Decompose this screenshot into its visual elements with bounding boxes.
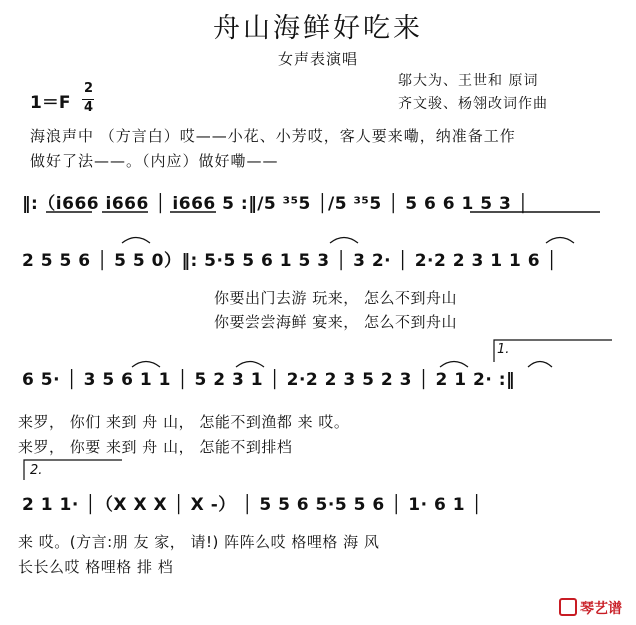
lyric-line: 你要出门去游 玩来， 怎么不到舟山 [214,289,458,307]
logo-text: 琴艺谱 [580,601,622,617]
song-title: 舟山海鲜好吃来 [213,13,423,44]
publisher-logo [559,598,622,618]
slur-mark [546,238,574,244]
lyric-line: 来罗， 你们 来到 舟 山， 怎能不到渔都 来 哎。 [18,413,350,431]
song-subtitle: 女声表演唱 [277,50,358,68]
lyric-line: 长长么哎 格哩格 排 档 [18,558,174,576]
slur-mark [132,362,160,368]
credit-composers: 齐文骏、杨翎改词作曲 [398,96,548,112]
volta-2-label: 2. [30,463,43,478]
key-signature: 1＝F [30,93,71,113]
intro-text-line: 做好了法——。（内应）做好嘞—— [30,152,279,170]
lyric-line: 你要尝尝海鲜 宴来， 怎么不到舟山 [214,313,458,331]
logo-icon [559,598,577,616]
slur-mark [330,238,358,244]
notation-line: 2 1 1· │（X X X │ X -） │ 5 5 6 5·5 5 6 │ 1· 6 1 │ [22,495,483,515]
slur-mark [122,238,150,244]
notation-line: 6 5· │ 3 5 6 1 1 │ 5 2 3 1 │ 2·2 2 3 5 2 3 │ 2 1 2· :‖ [22,370,516,390]
notation-line: ‖:（i666 i666 │ i666 5 :‖/5 ³⁵5 │/5 ³⁵5 │ 5 6 6 1 5 3 │ [22,194,529,214]
volta-1-label: 1. [497,342,510,357]
slur-mark [440,362,468,368]
notation-line: 2 5 5 6 │ 5 5 0）‖: 5·5 5 6 1 5 3 │ 3 2· │ 2·2 2 3 1 1 6 │ [22,251,558,271]
volta-2-bracket [24,460,122,480]
time-signature-unit: 4 [84,100,94,115]
volta-1-bracket [494,340,612,362]
slur-mark [236,362,264,368]
intro-text-line: 海浪声中 （方言白）哎——小花、小芳哎，客人要来嘞，纳准备工作 [30,127,516,145]
lyric-line: 来 哎。(方言:朋 友 家， 请!) 阵阵么哎 格哩格 海 风 [18,533,380,551]
slur-mark [528,362,552,368]
lyric-line: 来罗， 你要 来到 舟 山， 怎能不到排档 [18,438,293,456]
time-signature-beats: 2 [84,81,94,96]
credit-lyricists: 邬大为、王世和 原词 [398,73,539,89]
